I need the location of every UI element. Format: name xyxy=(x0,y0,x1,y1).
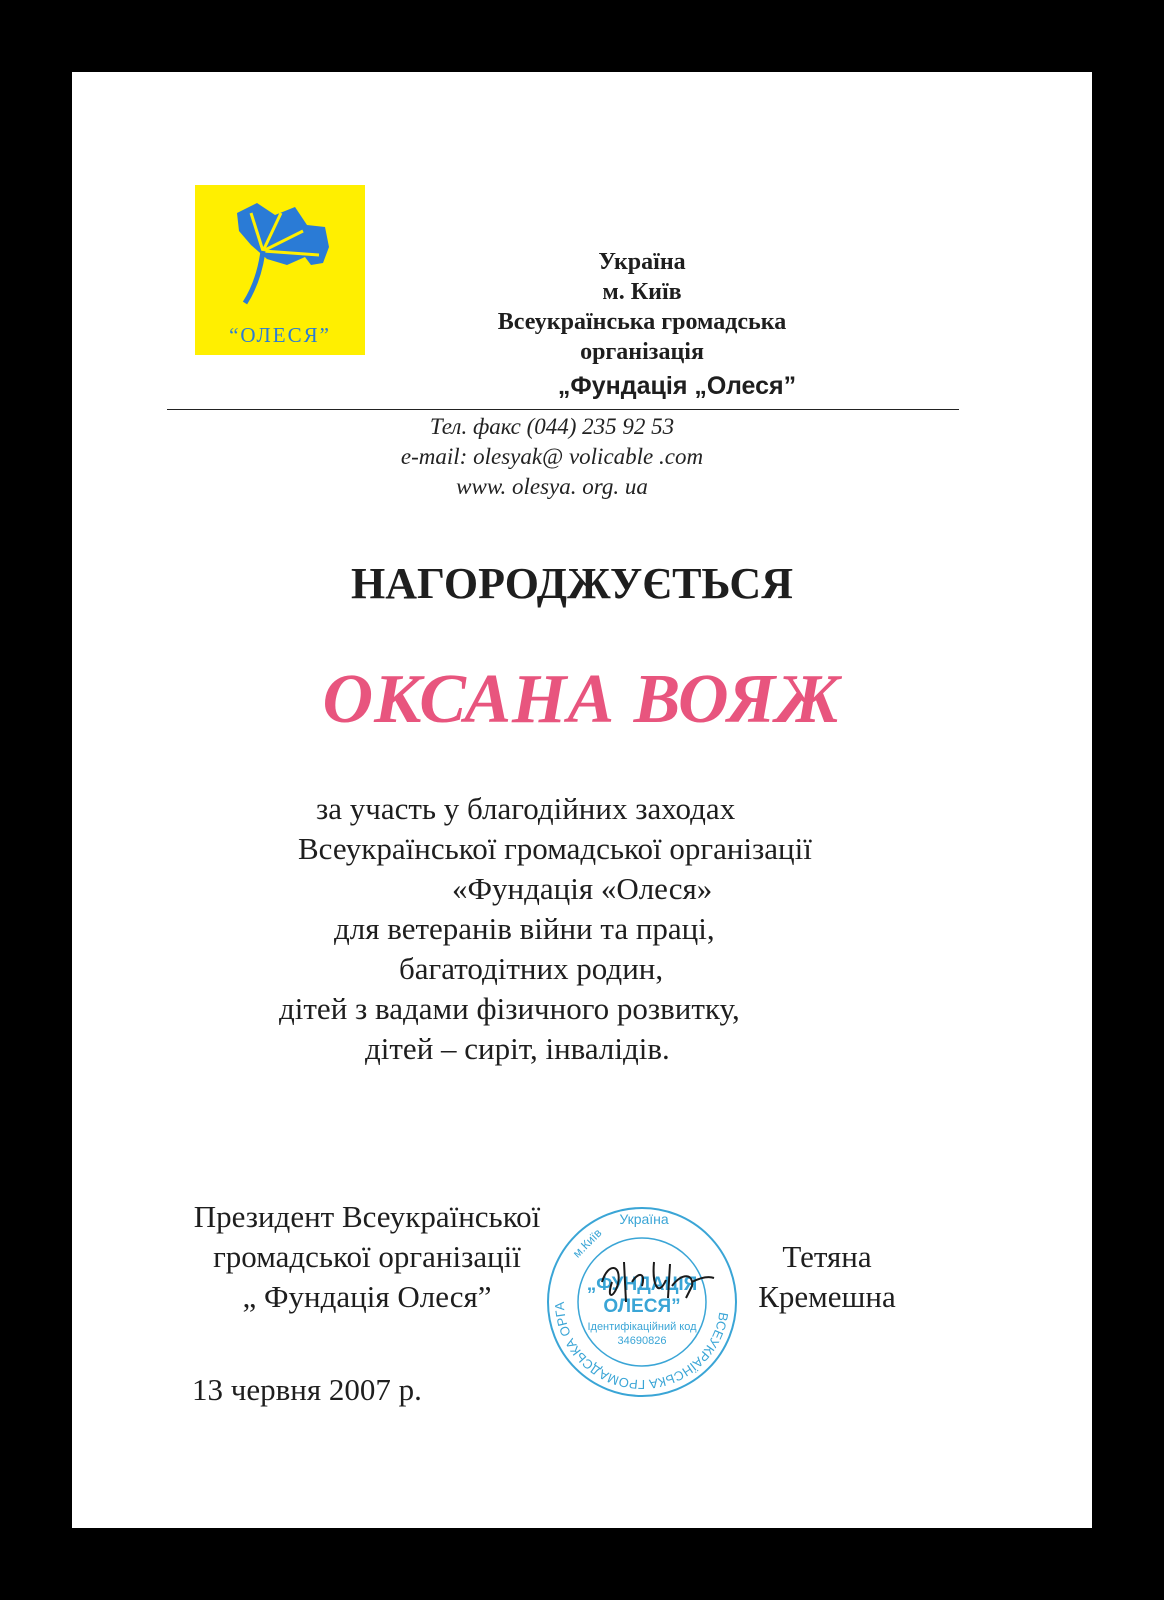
signatory-first-name: Тетяна xyxy=(782,1239,872,1274)
reason-line: дітей – сиріт, інвалідів. xyxy=(365,1031,670,1066)
reason-line: за участь у благодійних заходах xyxy=(316,791,736,826)
contact-website: www. olesya. org. ua xyxy=(456,474,648,499)
seal-center-line2: ОЛЕСЯ” xyxy=(603,1296,681,1317)
seal-ring-text: ВСЕУКРАЇНСЬКА ГРОМАДСЬКА ОРГА xyxy=(551,1301,732,1393)
signatory-title-line: громадської організації xyxy=(213,1239,521,1274)
reason-line: Всеукраїнської громадської організації xyxy=(298,831,812,866)
signatory-title xyxy=(157,1197,577,1317)
recipient-name: ОКСАНА ВОЯЖ xyxy=(322,661,842,738)
signatory-title-line: „ Фундація Олеся” xyxy=(242,1279,492,1314)
org-header xyxy=(452,247,832,403)
header-divider xyxy=(167,409,959,410)
contact-phone: Тел. факс (044) 235 92 53 xyxy=(429,414,675,439)
seal-code-label: Ідентифікаційний код xyxy=(587,1321,697,1333)
reason-line: для ветеранів війни та праці, xyxy=(334,911,715,946)
certificate-sheet xyxy=(72,72,1092,1528)
header-org-name: „Фундація „Олеся” xyxy=(557,372,797,400)
logo-text: “ОЛЕСЯ” xyxy=(229,323,331,347)
signatory-title-line: Президент Всеукраїнської xyxy=(193,1199,541,1234)
contact-email: e-mail: olesyak@ volicable .com xyxy=(400,444,704,469)
reason-line: «Фундація «Олеся» xyxy=(452,871,713,906)
reason-line: дітей з вадами фізичного розвитку, xyxy=(279,991,740,1026)
signatory-last-name: Кремешна xyxy=(758,1279,896,1314)
header-city: м. Київ xyxy=(602,279,682,305)
seal-country: Україна xyxy=(619,1211,669,1227)
reason-line: багатодітних родин, xyxy=(399,951,664,986)
issue-date: 13 червня 2007 р. xyxy=(192,1372,422,1407)
seal-city: м.Київ xyxy=(569,1225,605,1261)
seal-center-line1: „ФУНДАЦІЯ xyxy=(586,1274,698,1295)
official-seal xyxy=(542,1202,742,1402)
signatory-name xyxy=(737,1237,917,1317)
header-org-type: Всеукраїнська громадська організація xyxy=(497,309,787,365)
seal-code: 34690826 xyxy=(617,1335,667,1347)
contact-block xyxy=(342,412,762,502)
foundation-logo xyxy=(195,185,365,355)
award-title: НАГОРОДЖУЄТЬСЯ xyxy=(351,559,793,608)
header-country: Україна xyxy=(598,249,686,275)
